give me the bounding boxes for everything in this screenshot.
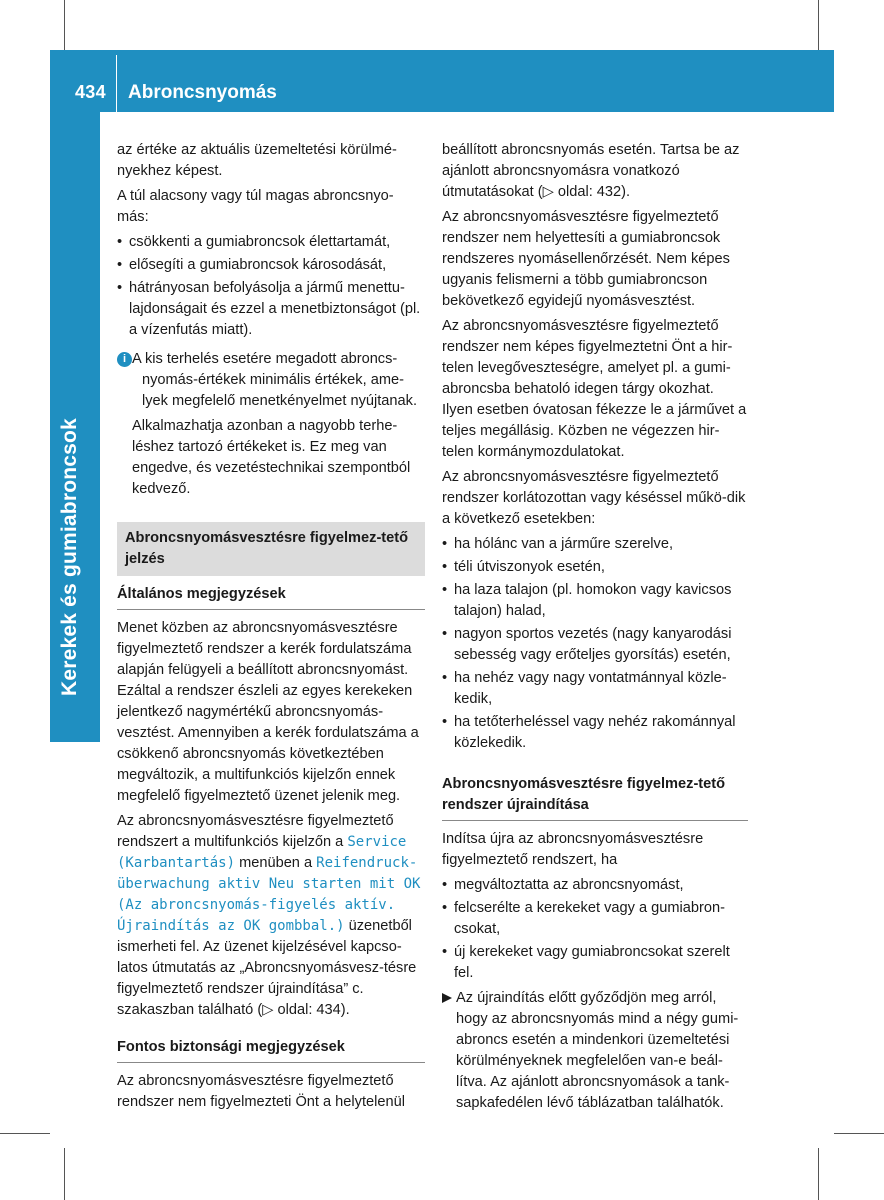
paragraph: Az abroncsnyomásvesztésre figyelmeztető rendszer nem képes figyelmeztetni Önt a hir-telen levegőveszteségre, amelyet pl. a gumi-abroncsba behatoló idegen tárgy okozhat. Ilyen esetben óvatosan fékezze le a járművet a teljes megállásig. Közben ne végezzen hir-telen kormánymozdulatokat. [442,318,747,460]
list-item: • csökkenti a gumiabroncsok élettartamát, [117,232,425,253]
subsection-heading: Általános megjegyzések [117,584,425,610]
list-item: • ha laza talajon (pl. homokon vagy kavicsos talajon) halad, [442,580,748,622]
list-item: • elősegíti a gumiabroncsok károsodását, [117,255,425,276]
paragraph: az értéke az aktuális üzemeltetési körülmé-nyekhez képest. [117,142,397,179]
list-item: • ha nehéz vagy nagy vontatmánnyal közle-kedik, [442,668,748,710]
instruction-step [442,988,748,1114]
crop-mark [818,1148,819,1200]
subsection-heading: Abroncsnyomásvesztésre figyelmez-tető rendszer újraindítása [442,774,748,821]
list-item: • új kerekeket vagy gumiabroncsokat szerelt fel. [442,942,748,984]
paragraph: Menet közben az abroncsnyomásvesztésre figyelmeztető rendszer a kerék fordulatszáma alapján felügyeli a beállított abroncsnyomást. Ezáltal a rendszer észleli az egyes kerekeken jelentkező nagymértékű abroncsnyomás-vesztést. Amennyiben a kerék fordulatszáma a csökkenő abroncsnyomás következtében megváltozik, a multifunkciós kijelzőn ennek megfelelő figyelmeztető üzenet jelenik meg. [117,620,419,804]
instruction-text: Az újraindítás előtt győződjön meg arról, hogy az abroncsnyomás mind a négy gumi-abroncs esetén a mindenkori üzemeltetési körülményeknek megfelelően van-e beál-lítva. Az ajánlott abroncsnyomások a tank-sapkafedélen lévő táblázatban találhatók. [456,990,739,1111]
crop-mark [64,1148,65,1200]
crop-mark [818,0,819,50]
step-arrow-icon [442,993,452,1003]
subsection-heading: Fontos biztonsági megjegyzések [117,1037,425,1063]
paragraph: Indítsa újra az abroncsnyomásvesztésre figyelmeztető rendszert, ha [442,831,704,868]
list-item: • téli útviszonyok esetén, [442,557,748,578]
paragraph: Az abroncsnyomásvesztésre figyelmeztető rendszer nem helyettesíti a gumiabroncsok rendszeres nyomásellenőrzését. Nem képes ugyanis felismerni a több gumiabroncson bekövetkező egyidejű nyomásvesztést. [442,209,730,309]
bullet-list [442,534,748,754]
paragraph [117,811,425,1021]
header-divider [116,55,117,112]
left-column [117,140,425,1117]
list-item: • nagyon sportos vezetés (nagy kanyarodási sebesség vagy erőteljes gyorsítás) esetén, [442,624,748,666]
right-column [442,140,748,1114]
paragraph: Az abroncsnyomásvesztésre figyelmeztető rendszer korlátozottan vagy késéssel műkö-dik a következő esetekben: [442,469,746,527]
crop-mark [834,1133,884,1134]
list-item: • megváltoztatta az abroncsnyomást, [442,875,748,896]
info-icon: i [117,352,132,367]
paragraph: beállított abroncsnyomás esetén. Tartsa be az ajánlott abroncsnyomásra vonatkozó útmutatásokat (▷ oldal: 432). [442,142,740,200]
page-number: 434 [75,82,106,102]
info-note [117,349,425,500]
display-message-restart: Reifendruck-überwachung aktiv Neu starten mit OK (Az abroncsnyomás-figyelés aktív. Újraindítás az OK gombbal.) [117,855,421,934]
bullet-list [442,875,748,984]
paragraph-text: Az abroncsnyomásvesztésre figyelmeztető rendszert a multifunkciós kijelzőn a [117,813,394,850]
section-heading-box: Abroncsnyomásvesztésre figyelmez-tető jelzés [117,522,425,576]
page-title: Abroncsnyomás [128,82,277,103]
info-text: A kis terhelés esetére megadott abroncs-nyomás-értékek minimális értékek, ame-lyek megfelelő menetkényelmet nyújtanak. [132,351,417,409]
bullet-list [117,232,425,341]
crop-mark [64,0,65,50]
list-item: • hátrányosan befolyásolja a jármű menettu-lajdonságait és ezzel a menetbiztonságot (pl. a vízenfutás miatt). [117,278,425,341]
paragraph: A túl alacsony vagy túl magas abroncsnyo-más: [117,188,394,225]
display-message-service: Service (Karbantartás) [117,834,407,871]
list-item: • ha tetőterheléssel vagy nehéz rakománnyal közlekedik. [442,712,748,754]
paragraph-text: menüben a [235,855,317,871]
info-text: Alkalmazhatja azonban a nagyobb terhe-léshez tartozó értékeket is. Ez meg van engedve, és vezetéstechnikai szempontból kedvező. [132,418,411,497]
paragraph-text: üzenetből ismerheti fel. Az üzenet kijelzésével kapcso-latos útmutatás az „Abroncsnyomásvesz-tésre figyelmeztető rendszer újraindítása” c. szakaszban található (▷ oldal: 434). [117,918,417,1018]
crop-mark [0,1133,50,1134]
list-item: • felcserélte a kerekeket vagy a gumiabron-csokat, [442,898,748,940]
chapter-side-label: Kerekek és gumiabroncsok [58,418,81,696]
list-item: • ha hólánc van a járműre szerelve, [442,534,748,555]
paragraph: Az abroncsnyomásvesztésre figyelmeztető rendszer nem figyelmezteti Önt a helytelenül [117,1073,405,1110]
